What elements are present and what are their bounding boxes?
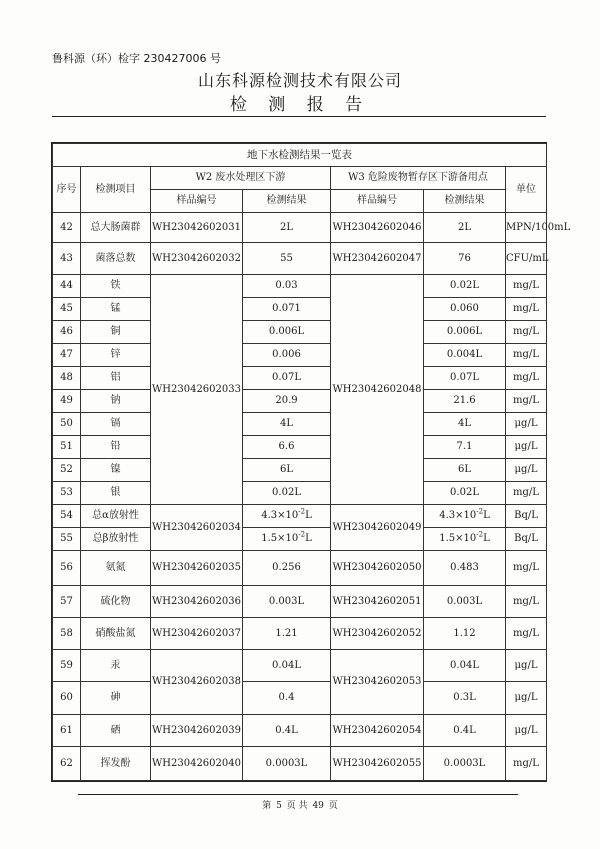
row-w2-result: 6.6	[243, 436, 331, 459]
result-base: 1.5×10	[439, 533, 477, 544]
row-unit: mg/L	[506, 390, 547, 413]
row-w3-result: 4L	[424, 413, 506, 436]
header-group-w2: W2 废水处理区下游	[151, 167, 331, 190]
row-item: 砷	[81, 682, 151, 715]
row-seq: 49	[53, 390, 81, 413]
result-exponent: -2	[298, 507, 306, 516]
row-w2-sample: WH23042602034	[151, 505, 243, 551]
table-row	[53, 275, 547, 298]
row-w2-result	[243, 528, 331, 551]
header-w3-result: 检测结果	[424, 190, 506, 213]
table-row	[53, 243, 547, 275]
row-w2-result: 55	[243, 243, 331, 275]
row-item: 硒	[81, 715, 151, 747]
row-w2-result: 2L	[243, 213, 331, 243]
row-item: 铝	[81, 367, 151, 390]
table-row	[53, 586, 547, 618]
row-unit: mg/L	[506, 551, 547, 586]
table-row	[53, 459, 547, 482]
header-w2-result: 检测结果	[243, 190, 331, 213]
row-unit: Bq/L	[506, 528, 547, 551]
row-seq: 46	[53, 321, 81, 344]
result-exponent: -2	[298, 530, 306, 539]
header-group-w3: W3 危险废物暂存区下游备用点	[331, 167, 506, 190]
row-w3-result: 0.004L	[424, 344, 506, 367]
row-seq: 61	[53, 715, 81, 747]
row-seq: 56	[53, 551, 81, 586]
document-title: 检 测 报 告	[229, 95, 371, 115]
row-seq: 50	[53, 413, 81, 436]
result-base: 4.3×10	[439, 510, 477, 521]
row-w3-result: 0.3L	[424, 682, 506, 715]
result-suffix: L	[305, 510, 312, 521]
row-item: 锌	[81, 344, 151, 367]
result-suffix: L	[483, 533, 490, 544]
result-suffix: L	[305, 533, 312, 544]
header-w3-sample: 样品编号	[331, 190, 424, 213]
result-exponent: -2	[476, 530, 484, 539]
row-w2-result: 0.256	[243, 551, 331, 586]
report-number: 鲁科源（环）检字 230427006 号	[52, 52, 221, 65]
row-w3-sample: WH23042602048	[331, 275, 424, 505]
row-unit: mg/L	[506, 321, 547, 344]
row-w3-sample: WH23042602053	[331, 650, 424, 715]
row-unit: μg/L	[506, 682, 547, 715]
row-unit: μg/L	[506, 459, 547, 482]
results-table	[52, 143, 571, 781]
row-w2-sample: WH23042602040	[151, 747, 243, 781]
result-exponent: -2	[476, 507, 484, 516]
row-w3-result: 0.006L	[424, 321, 506, 344]
table-row	[53, 747, 547, 781]
row-seq: 42	[53, 213, 81, 243]
row-item: 硝酸盐氮	[81, 618, 151, 650]
table-row	[53, 344, 547, 367]
row-seq: 47	[53, 344, 81, 367]
row-w3-sample: WH23042602047	[331, 243, 424, 275]
row-w3-result: 0.003L	[424, 586, 506, 618]
row-w3-sample: WH23042602051	[331, 586, 424, 618]
table-row	[53, 321, 547, 344]
row-w3-sample: WH23042602050	[331, 551, 424, 586]
row-w2-sample: WH23042602032	[151, 243, 243, 275]
row-seq: 43	[53, 243, 81, 275]
row-w2-result: 0.4L	[243, 715, 331, 747]
row-item: 挥发酚	[81, 747, 151, 781]
row-w3-result: 0.02L	[424, 275, 506, 298]
row-w2-sample: WH23042602031	[151, 213, 243, 243]
row-w2-result: 0.006L	[243, 321, 331, 344]
row-w3-sample: WH23042602054	[331, 715, 424, 747]
row-seq: 53	[53, 482, 81, 505]
row-seq: 62	[53, 747, 81, 781]
row-unit: mg/L	[506, 482, 547, 505]
row-w3-result: 6L	[424, 459, 506, 482]
row-w2-result: 0.02L	[243, 482, 331, 505]
table-row	[53, 298, 547, 321]
row-w2-result: 0.003L	[243, 586, 331, 618]
company-name: 山东科源检测技术有限公司	[197, 71, 402, 90]
row-w2-result: 0.4	[243, 682, 331, 715]
row-seq: 54	[53, 505, 81, 528]
results-table-frame	[51, 142, 571, 782]
row-w3-sample: WH23042602049	[331, 505, 424, 551]
row-unit: μg/L	[506, 436, 547, 459]
row-w3-result: 7.1	[424, 436, 506, 459]
row-w3-result: 0.07L	[424, 367, 506, 390]
row-item: 菌落总数	[81, 243, 151, 275]
header-unit: 单位	[506, 167, 547, 213]
page-label-ye: 页	[328, 801, 338, 811]
page-current: 5	[276, 801, 282, 811]
row-seq: 48	[53, 367, 81, 390]
row-item: 铜	[81, 321, 151, 344]
row-unit: mg/L	[506, 344, 547, 367]
row-w3-result: 2L	[424, 213, 506, 243]
row-unit: mg/L	[506, 618, 547, 650]
row-unit: μg/L	[506, 715, 547, 747]
row-item: 镍	[81, 459, 151, 482]
row-item: 总α放射性	[81, 505, 151, 528]
row-w3-result: 21.6	[424, 390, 506, 413]
header-seq: 序号	[53, 167, 81, 213]
table-caption: 地下水检测结果一览表	[53, 144, 547, 167]
row-w2-result: 0.071	[243, 298, 331, 321]
row-seq: 59	[53, 650, 81, 682]
row-item: 铅	[81, 436, 151, 459]
page-indicator	[0, 798, 600, 811]
result-suffix: L	[483, 510, 490, 521]
row-w2-sample: WH23042602038	[151, 650, 243, 715]
footer-rule	[78, 794, 518, 795]
page-label-di: 第	[262, 801, 272, 811]
row-seq: 58	[53, 618, 81, 650]
row-w3-sample: WH23042602046	[331, 213, 424, 243]
row-w3-result: 1.12	[424, 618, 506, 650]
row-item: 锰	[81, 298, 151, 321]
row-w3-result	[424, 505, 506, 528]
row-item: 氨氮	[81, 551, 151, 586]
table-row	[53, 482, 547, 505]
table-row	[53, 390, 547, 413]
row-unit: μg/L	[506, 413, 547, 436]
row-w2-sample: WH23042602033	[151, 275, 243, 505]
row-unit: mg/L	[506, 298, 547, 321]
row-item: 硫化物	[81, 586, 151, 618]
row-w2-sample: WH23042602036	[151, 586, 243, 618]
row-unit: mg/L	[506, 275, 547, 298]
row-seq: 44	[53, 275, 81, 298]
row-seq: 51	[53, 436, 81, 459]
row-w2-result	[243, 505, 331, 528]
table-row	[53, 367, 547, 390]
row-w2-sample: WH23042602035	[151, 551, 243, 586]
row-w3-result: 0.483	[424, 551, 506, 586]
row-unit: CFU/mL	[506, 243, 547, 275]
header-item: 检测项目	[81, 167, 151, 213]
row-item: 汞	[81, 650, 151, 682]
row-w2-sample: WH23042602039	[151, 715, 243, 747]
row-unit: mg/L	[506, 747, 547, 781]
row-w2-result: 6L	[243, 459, 331, 482]
result-base: 1.5×10	[261, 533, 299, 544]
row-seq: 52	[53, 459, 81, 482]
table-row	[53, 436, 547, 459]
row-w3-result: 0.060	[424, 298, 506, 321]
row-w2-sample: WH23042602037	[151, 618, 243, 650]
row-seq: 55	[53, 528, 81, 551]
table-row	[53, 618, 547, 650]
row-w3-result: 0.04L	[424, 650, 506, 682]
row-unit: MPN/100mL	[506, 213, 547, 243]
row-item: 镉	[81, 413, 151, 436]
table-row	[53, 650, 547, 682]
row-seq: 60	[53, 682, 81, 715]
header-w2-sample: 样品编号	[151, 190, 243, 213]
row-unit: mg/L	[506, 367, 547, 390]
row-w3-result	[424, 528, 506, 551]
table-row	[53, 682, 547, 715]
row-item: 总大肠菌群	[81, 213, 151, 243]
row-seq: 45	[53, 298, 81, 321]
row-w2-result: 20.9	[243, 390, 331, 413]
row-seq: 57	[53, 586, 81, 618]
row-unit: μg/L	[506, 650, 547, 682]
row-w2-result: 0.07L	[243, 367, 331, 390]
row-w2-result: 0.006	[243, 344, 331, 367]
row-w2-result: 1.21	[243, 618, 331, 650]
row-item: 铁	[81, 275, 151, 298]
row-w3-result: 76	[424, 243, 506, 275]
row-w2-result: 4L	[243, 413, 331, 436]
page-total: 49	[312, 801, 324, 811]
row-w2-result: 0.03	[243, 275, 331, 298]
row-w2-result: 0.0003L	[243, 747, 331, 781]
row-item: 钠	[81, 390, 151, 413]
row-w3-result: 0.0003L	[424, 747, 506, 781]
row-item: 总β放射性	[81, 528, 151, 551]
table-row	[53, 551, 547, 586]
row-unit: Bq/L	[506, 505, 547, 528]
row-w3-sample: WH23042602052	[331, 618, 424, 650]
row-unit: mg/L	[506, 586, 547, 618]
page-label-mid: 页 共	[286, 801, 308, 811]
row-w2-result: 0.04L	[243, 650, 331, 682]
table-row	[53, 715, 547, 747]
table-row	[53, 213, 547, 243]
result-base: 4.3×10	[261, 510, 299, 521]
header-rule	[52, 116, 546, 117]
row-w3-sample: WH23042602055	[331, 747, 424, 781]
row-w3-result: 0.4L	[424, 715, 506, 747]
table-row	[53, 413, 547, 436]
row-item: 银	[81, 482, 151, 505]
table-row	[53, 528, 547, 551]
row-w3-result: 0.02L	[424, 482, 506, 505]
table-row	[53, 505, 547, 528]
